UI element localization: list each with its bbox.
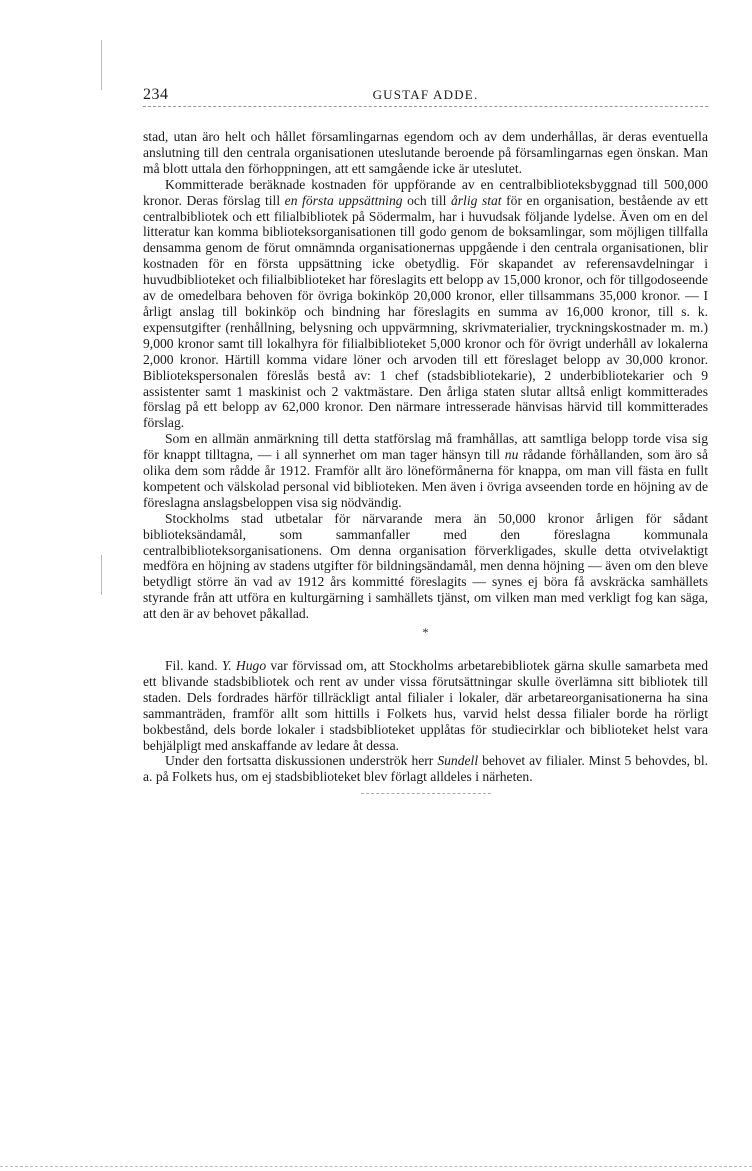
page-bottom-rule bbox=[0, 1166, 752, 1167]
header-rule bbox=[143, 106, 708, 107]
body-text bbox=[143, 129, 708, 794]
paragraph: stad, utan äro helt och hållet församlingarnas egendom och av dem underhållas, är deras eventuella anslutning till den centrala organisationen uteslutande beroende på församlingarnas egen önskan. Man må blott uttala den förhoppningen, att ett samgående icke är uteslutet. bbox=[143, 129, 708, 176]
paragraph: Stockholms stad utbetalar för närvarande mera än 50,000 kronor årligen för sådant biblioteksändamål, som sammanfaller med den föreslagna kommunala centralbiblioteksorganisationens. Om denna organisation förverkligades, skulle detta otvivelaktigt medföra en höjning av stadens utgifter för bildningsändamål, men denna höjning — även om den bleve betydligt större än vad av 1912 års kommitté föreslagits — synes ej böra få avskräcka samhällets styrande från att utföra en kulturgärning i samhällets tjänst, om vilken man med verkligt fog kan säga, att den är av behovet påkallad. bbox=[143, 510, 708, 622]
margin-mark bbox=[101, 555, 102, 595]
emphasis: årlig stat bbox=[450, 192, 502, 208]
emphasis: nu bbox=[504, 447, 519, 463]
emphasis: Y. Hugo bbox=[221, 658, 267, 673]
emphasis: Sundell bbox=[437, 753, 479, 769]
end-rule bbox=[361, 793, 491, 794]
paragraph: Fil. kand. Y. Hugo var förvissad om, att Stockholms arbetarebibliotek gärna skulle samarbeta med ett blivande stadsbibliotek och rent av under vissa förutsättningar skulle överlämna sitt bibliotek till staden. Dels fordrades härför tillräckligt antal filialer i lokaler, där arbetareorganisationerna ha sina sammanträden, framför allt som hittills i Folkets hus, varvid helst dessa filialer borde ha rörligt bokbestånd, dels borde lokaler i stadsbiblioteket upplåtas för studiecirklar och biblioteket helst vara behjälpligt med anskaffande av ledare åt dessa. bbox=[143, 658, 709, 753]
emphasis: en första uppsättning bbox=[284, 192, 403, 208]
page-header bbox=[143, 86, 708, 106]
paragraph: Som en allmän anmärkning till detta statförslag må framhållas, att samtliga belopp torde visa sig för knappt tilltagna, — i all synnerhet om man tager hänsyn till nu rådande förhållanden, som äro så olika dem som rådde år 1912. Framför allt äro löneförmånerna för knappa, om man vill fästa en fullt kompetent och välskolad personal vid biblioteken. Men även i övriga avseenden torde en höjning av de föreslagna anslagsbeloppen visa sig nödvändig. bbox=[143, 431, 708, 510]
page-number: 234 bbox=[143, 86, 169, 103]
paragraph: Under den fortsatta diskussionen underströk herr Sundell behovet av filialer. Minst 5 behovdes, bl. a. på Folkets hus, om ej stadsbiblioteket blev förlagt alldeles i närheten. bbox=[143, 753, 708, 785]
running-head: GUSTAF ADDE. bbox=[372, 87, 479, 102]
paragraph: Kommitterade beräknade kostnaden för uppförande av en centralbiblioteksbyggnad till 500,000 kronor. Deras förslag till en första uppsättning och till årlig stat för en organisation, bestående av ett centralbibliotek och ett filialbibliotek på Södermalm, har i huvudsak följande lydelse. Även om en del litteratur kan komma biblioteksorganisationen till godo genom de boksamlingar, som möjligen tillfalla densamma genom de förut omnämnda organisationernas uppgående i den centrala organisationen, blir kostnaden för en första uppsättning icke obetydlig. För skapandet av referensavdelningar i huvudbiblioteket och filialbiblioteket har föreslagits ett belopp av 15,000 kronor, och för tillgodoseende av de omedelbara behoven för övriga bokinköp 20,000 kronor, eller tillsammans 35,000 kronor. — I årligt anslag till bokinköp och bindning har föreslagits en summa av 16,000 kronor, till s. k. expensutgifter (renhållning, belysning och uppvärmning, skrivmaterialier, tryckningskostnader m. m.) 9,000 kronor samt till lokalhyra för filialbiblioteket 5,000 kronor och för övrigt underhåll av lokalerna 2,000 kronor. Härtill komma vidare löner och arvoden till ett föreslaget belopp av 30,000 kronor. Bibliotekspersonalen föreslås bestå av: 1 chef (stadsbibliotekarie), 2 underbibliotekarier och 9 assistenter samt 1 maskinist och 2 vaktmästare. Den årliga staten slutar alltså enligt kommitterades förslag på ett belopp av 62,000 kronor. Den närmare intresserade hänvisas härvid till kommitterades förslag. bbox=[143, 176, 708, 431]
margin-mark bbox=[101, 40, 102, 90]
section-separator: * bbox=[422, 625, 429, 640]
